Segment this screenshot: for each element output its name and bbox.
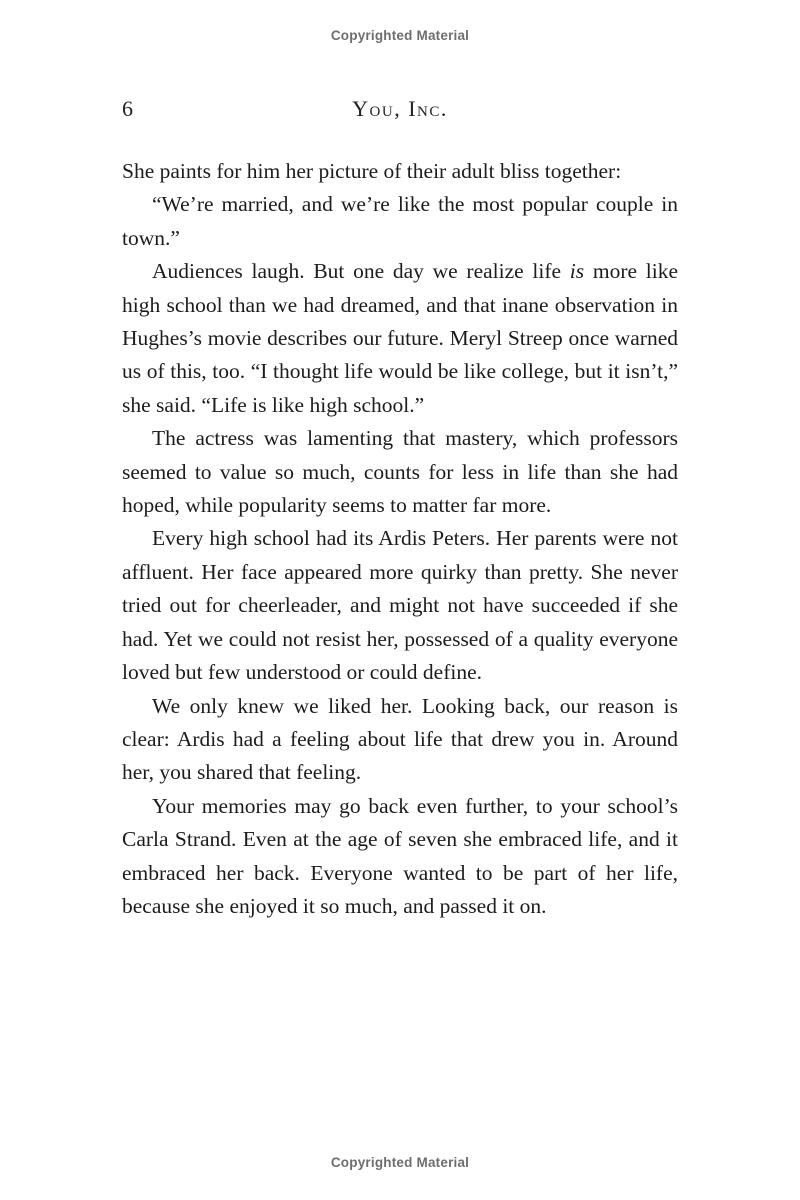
paragraph-run: We only knew we liked her. Looking back, our reason is clear: Ardis had a feeling about life that drew you in. Around her, you shared that feeling. (122, 693, 678, 785)
page-body (122, 155, 678, 923)
paragraph (122, 790, 678, 924)
paragraph (122, 422, 678, 522)
copyright-notice-bottom: Copyrighted Material (330, 1155, 470, 1170)
paragraph-run-italic: is (569, 259, 585, 284)
paragraph-run: The actress was lamenting that mastery, which professors seemed to value so much, counts for less in life than she had hoped, while popularity seems to matter far more. (122, 426, 678, 518)
paragraph-run: Your memories may go back even further, to your school’s Carla Strand. Even at the age of seven she embraced life, and it embraced her back. Everyone wanted to be part of her life, because she enjoyed it so much, and passed it on. (122, 793, 678, 918)
paragraph-run: Audiences laugh. But one day we realize life (152, 259, 570, 284)
paragraph-run: Every high school had its Ardis Peters. Her parents were not affluent. Her face appeared more quirky than pretty. She never tried out for cheerleader, and might not have succeeded if she had. Yet we could not resist her, possessed of a quality everyone loved but few understood or could define. (122, 526, 678, 685)
paragraph (122, 522, 678, 689)
paragraph (122, 690, 678, 790)
paragraph (122, 255, 678, 422)
paragraph (122, 188, 678, 255)
page-header (122, 96, 678, 126)
copyright-notice-top: Copyrighted Material (330, 28, 470, 43)
paragraph (122, 155, 678, 188)
paragraph-run: “We’re married, and we’re like the most popular couple in town.” (122, 192, 678, 250)
paragraph-run: more like high school than we had dreamed, and that inane observation in Hughes’s movie describes our future. Meryl Streep once warned us of this, too. “I thought life would be like college, but it isn’t,” she said. “Life is like high school.” (122, 259, 678, 417)
paragraph-run: She paints for him her picture of their adult bliss together: (122, 159, 622, 183)
page-number: 6 (122, 96, 133, 121)
running-title: You, Inc. (352, 96, 448, 121)
